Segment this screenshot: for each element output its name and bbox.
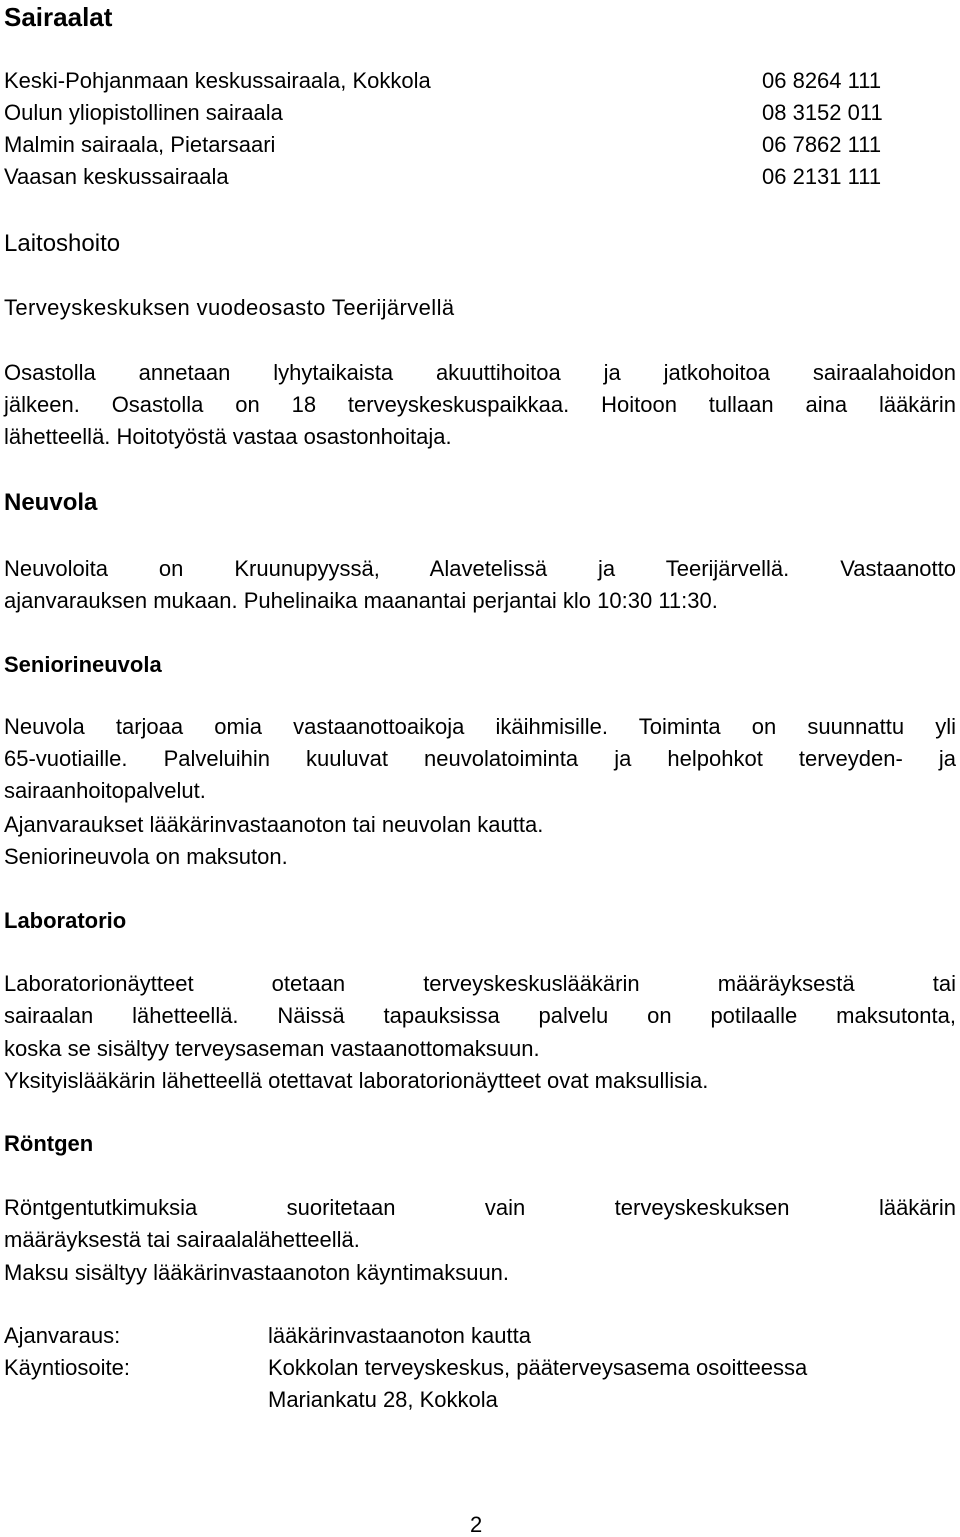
hospital-phone: 06 2131 111 <box>762 164 882 189</box>
paragraph-line: sairaalan lähetteellä. Näissä tapauksissa palvelu on potilaalle maksutonta, <box>4 1003 956 1028</box>
hospital-phone: 06 8264 111 <box>762 68 882 93</box>
paragraph-line: Ajanvaraukset lääkärinvastaanoton tai neuvolan kautta. <box>4 812 544 837</box>
kayntiosoite-value: Kokkolan terveyskeskus, pääterveysasema osoitteessa <box>268 1355 808 1380</box>
hospital-name: Vaasan keskussairaala <box>4 164 229 189</box>
heading-laitoshoito: Laitoshoito <box>4 230 121 257</box>
hospital-name: Keski-Pohjanmaan keskussairaala, Kokkola <box>4 68 431 93</box>
paragraph-line: sairaanhoitopalvelut. <box>4 778 206 803</box>
subheading-vuodeosasto: Terveyskeskuksen vuodeosasto Teerijärvellä <box>4 295 455 320</box>
paragraph-line: Seniorineuvola on maksuton. <box>4 844 288 869</box>
kayntiosoite-label: Käyntiosoite: <box>4 1355 130 1380</box>
hospital-name: Oulun yliopistollinen sairaala <box>4 100 283 125</box>
kayntiosoite-value-line2: Mariankatu 28, Kokkola <box>268 1387 498 1412</box>
paragraph-line: ajanvarauksen mukaan. Puhelinaika maanantai perjantai klo 10:30 11:30. <box>4 588 718 613</box>
heading-laboratorio: Laboratorio <box>4 908 127 933</box>
heading-rontgen: Röntgen <box>4 1131 94 1156</box>
hospital-phone: 08 3152 011 <box>762 100 883 125</box>
paragraph-line: Röntgentutkimuksia suoritetaan vain terveyskeskuksen lääkärin <box>4 1195 956 1220</box>
hospital-phone: 06 7862 111 <box>762 132 882 157</box>
paragraph-line: jälkeen. Osastolla on 18 terveyskeskuspaikkaa. Hoitoon tullaan aina lääkärin <box>4 392 956 417</box>
page-number: 2 <box>470 1512 483 1537</box>
paragraph-line: Neuvola tarjoaa omia vastaanottoaikoja ikäihmisille. Toiminta on suunnattu yli <box>4 714 956 739</box>
heading-seniorineuvola: Seniorineuvola <box>4 652 162 677</box>
ajanvaraus-label: Ajanvaraus: <box>4 1323 121 1348</box>
heading-sairaalat: Sairaalat <box>4 2 113 32</box>
paragraph-line: lähetteellä. Hoitotyöstä vastaa osastonhoitaja. <box>4 424 452 449</box>
paragraph-line: Yksityislääkärin lähetteellä otettavat laboratorionäytteet ovat maksullisia. <box>4 1068 709 1093</box>
paragraph-line: koska se sisältyy terveysaseman vastaanottomaksuun. <box>4 1036 540 1061</box>
paragraph-line: 65-vuotiaille. Palveluihin kuuluvat neuvolatoiminta ja helpohkot terveyden- ja <box>4 746 956 771</box>
paragraph-line: Maksu sisältyy lääkärinvastaanoton käyntimaksuun. <box>4 1260 510 1285</box>
hospital-name: Malmin sairaala, Pietarsaari <box>4 132 276 157</box>
ajanvaraus-value: lääkärinvastaanoton kautta <box>268 1323 531 1348</box>
paragraph-line: Laboratorionäytteet otetaan terveyskeskuslääkärin määräyksestä tai <box>4 971 956 996</box>
paragraph-line: Osastolla annetaan lyhytaikaista akuuttihoitoa ja jatkohoitoa sairaalahoidon <box>4 360 956 385</box>
heading-neuvola: Neuvola <box>4 489 98 516</box>
paragraph-line: määräyksestä tai sairaalalähetteellä. <box>4 1227 360 1252</box>
paragraph-line: Neuvoloita on Kruunupyyssä, Alavetelissä ja Teerijärvellä. Vastaanotto <box>4 556 956 581</box>
